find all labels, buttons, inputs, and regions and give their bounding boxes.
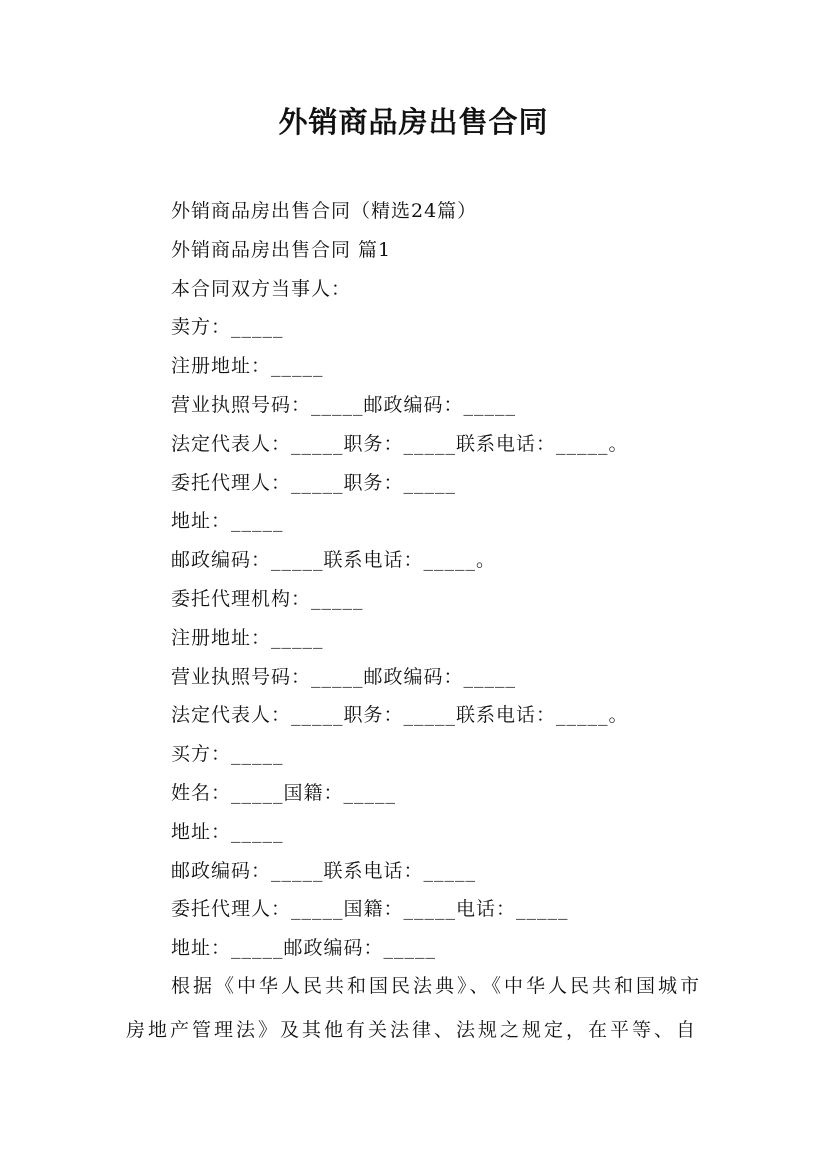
text-line: 委托代理机构：_____ [171, 587, 364, 610]
text-line: 营业执照号码：_____邮政编码：_____ [171, 665, 517, 688]
text-line: 外销商品房出售合同 篇1 [171, 238, 392, 261]
text-line: 姓名：_____国籍：_____ [171, 781, 397, 804]
text-line: 注册地址：_____ [171, 355, 324, 378]
text-line: 委托代理人：_____职务：_____ [171, 471, 457, 494]
text-line: 营业执照号码：_____邮政编码：_____ [171, 393, 517, 416]
text-line: 本合同双方当事人： [171, 277, 352, 300]
text-line: 注册地址：_____ [171, 626, 324, 649]
text-line: 地址：_____ [171, 820, 284, 843]
text-line: 委托代理人：_____国籍：_____电话：_____ [171, 898, 569, 921]
document-title: 外销商品房出售合同 [278, 105, 549, 139]
text-line: 地址：_____邮政编码：_____ [171, 937, 437, 960]
text-line: 邮政编码：_____联系电话：_____ [171, 859, 477, 882]
text-line: 邮政编码：_____联系电话：_____。 [171, 549, 497, 572]
text-line: 地址：_____ [171, 510, 284, 533]
text-line: 法定代表人：_____职务：_____联系电话：_____。 [171, 704, 629, 727]
document-body [126, 192, 706, 1052]
text-line: 外销商品房出售合同（精选24篇） [171, 200, 478, 222]
body-paragraph: 根据《中华人民共和国民法典》、《中华人民共和国城市房地产管理法》及其他有关法律、法规之规定，在平等、自 [126, 974, 703, 1041]
text-line: 买方：_____ [171, 743, 284, 766]
text-line: 卖方：_____ [171, 316, 284, 339]
text-line: 法定代表人：_____职务：_____联系电话：_____。 [171, 432, 629, 455]
